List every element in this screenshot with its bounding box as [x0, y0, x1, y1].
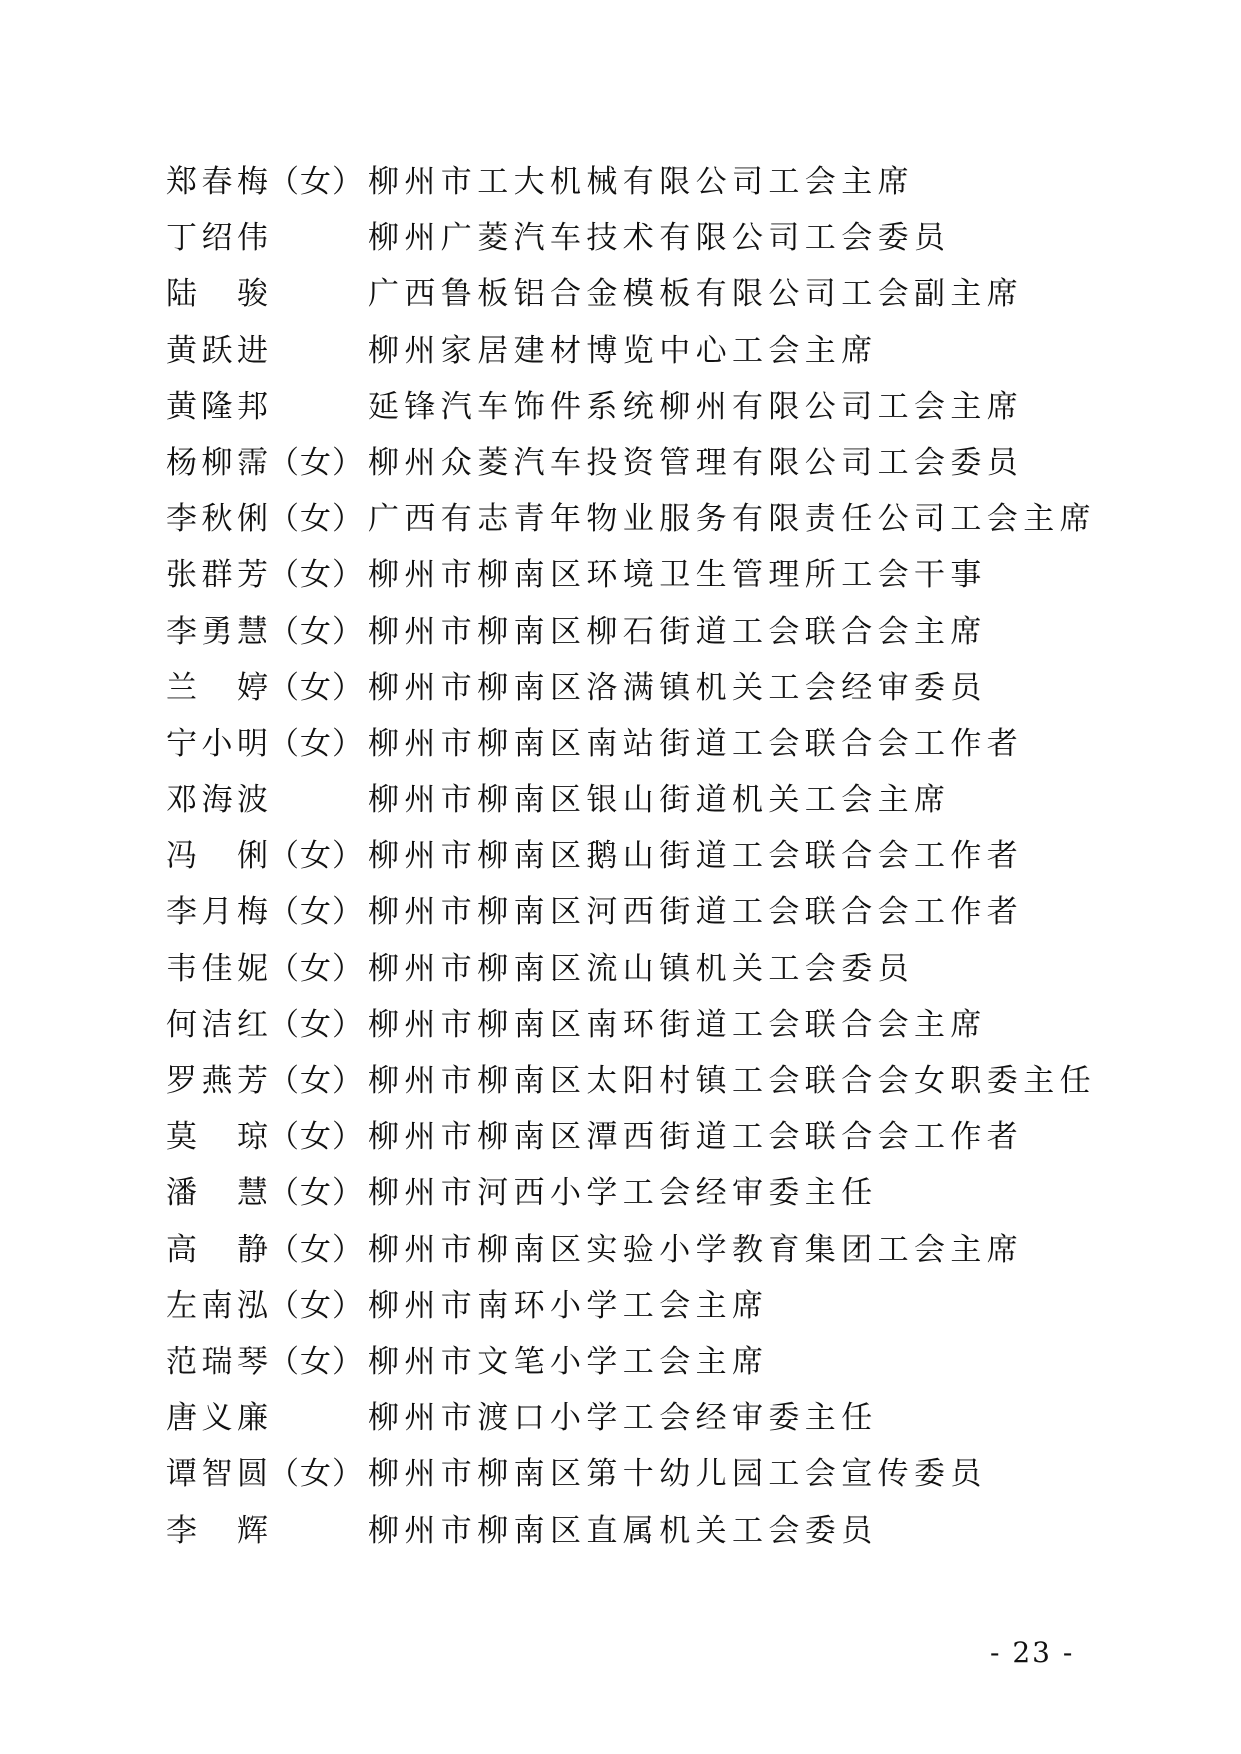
list-item: [166, 774, 1126, 830]
list-item: [166, 606, 1126, 662]
organization-title: 柳州市河西小学工会经审委主任: [368, 1175, 878, 1212]
organization-title: 柳州市工大机械有限公司工会主席: [368, 164, 914, 200]
list-item: [166, 1280, 1126, 1336]
page-number: - 23 -: [990, 1636, 1075, 1669]
person-name: 邓海波: [166, 782, 268, 819]
organization-title: 柳州众菱汽车投资管理有限公司工会委员: [368, 444, 1024, 481]
list-item: [166, 1336, 1126, 1392]
organization-title: 广西有志青年物业服务有限责任公司工会主席: [368, 501, 1096, 538]
person-name: 范瑞琴: [166, 1343, 268, 1380]
organization-title: 柳州家居建材博览中心工会主席: [368, 332, 878, 369]
name-list: [166, 156, 1126, 1561]
person-name: 黄跃进: [166, 332, 268, 369]
gender-note: （女）: [268, 501, 364, 538]
gender-note: （女）: [268, 894, 364, 931]
gender-note: （女）: [268, 1287, 364, 1324]
person-name: 谭智圆: [166, 1456, 268, 1493]
gender-note: （女）: [268, 557, 364, 594]
person-name: 何洁红: [166, 1006, 268, 1043]
gender-note: （女）: [268, 725, 364, 762]
person-name: 陆骏: [166, 276, 268, 313]
list-item: [166, 999, 1126, 1055]
list-item: [166, 156, 1126, 212]
list-item: [166, 662, 1126, 718]
organization-title: 柳州市柳南区潭西街道工会联合会工作者: [368, 1119, 1024, 1156]
person-name: 宁小明: [166, 725, 268, 762]
list-item: [166, 718, 1126, 774]
gender-note: （女）: [268, 669, 364, 706]
gender-note: （女）: [268, 838, 364, 875]
list-item: [166, 830, 1126, 886]
person-name: 高静: [166, 1231, 268, 1268]
organization-title: 柳州市柳南区南环街道工会联合会主席: [368, 1006, 987, 1043]
gender-note: （女）: [268, 1231, 364, 1268]
organization-title: 柳州市柳南区环境卫生管理所工会干事: [368, 557, 987, 594]
person-name: 李辉: [166, 1512, 268, 1549]
gender-note: （女）: [268, 1175, 364, 1212]
gender-note: （女）: [268, 1006, 364, 1043]
list-item: [166, 1111, 1126, 1167]
gender-note: （女）: [268, 164, 364, 200]
gender-note: （女）: [268, 1456, 364, 1493]
person-name: 李秋俐: [166, 501, 268, 538]
organization-title: 柳州市柳南区第十幼儿园工会宣传委员: [368, 1456, 987, 1493]
organization-title: 柳州市柳南区银山街道机关工会主席: [368, 782, 951, 819]
gender-note: （女）: [268, 950, 364, 987]
list-item: [166, 1392, 1126, 1448]
person-name: 李勇慧: [166, 613, 268, 650]
list-item: [166, 886, 1126, 942]
organization-title: 柳州市柳南区流山镇机关工会委员: [368, 950, 914, 987]
list-item: [166, 493, 1126, 549]
gender-note: （女）: [268, 1063, 364, 1099]
list-item: [166, 437, 1126, 493]
person-name: 张群芳: [166, 557, 268, 594]
person-name: 左南泓: [166, 1287, 268, 1324]
list-item: [166, 1055, 1126, 1111]
list-item: [166, 549, 1126, 605]
person-name: 冯俐: [166, 838, 268, 875]
gender-note: （女）: [268, 1343, 364, 1380]
list-item: [166, 381, 1126, 437]
gender-note: （女）: [268, 444, 364, 481]
organization-title: 柳州市柳南区柳石街道工会联合会主席: [368, 613, 987, 650]
organization-title: 延锋汽车饰件系统柳州有限公司工会主席: [368, 388, 1024, 425]
person-name: 郑春梅: [166, 164, 268, 200]
gender-note: （女）: [268, 613, 364, 650]
organization-title: 柳州市柳南区南站街道工会联合会工作者: [368, 725, 1024, 762]
gender-note: （女）: [268, 1119, 364, 1156]
list-item: [166, 1167, 1126, 1223]
list-item: [166, 943, 1126, 999]
list-item: [166, 212, 1126, 268]
person-name: 兰婷: [166, 669, 268, 706]
list-item: [166, 1224, 1126, 1280]
person-name: 黄隆邦: [166, 388, 268, 425]
list-item: [166, 325, 1126, 381]
person-name: 唐义廉: [166, 1400, 268, 1437]
organization-title: 柳州市柳南区直属机关工会委员: [368, 1512, 878, 1549]
organization-title: 广西鲁板铝合金模板有限公司工会副主席: [368, 276, 1024, 313]
organization-title: 柳州市渡口小学工会经审委主任: [368, 1400, 878, 1437]
list-item: [166, 268, 1126, 324]
list-item: [166, 1448, 1126, 1504]
person-name: 韦佳妮: [166, 950, 268, 987]
organization-title: 柳州市柳南区洛满镇机关工会经审委员: [368, 669, 987, 706]
organization-title: 柳州市柳南区太阳村镇工会联合会女职委主任: [368, 1063, 1096, 1099]
person-name: 罗燕芳: [166, 1063, 268, 1099]
organization-title: 柳州市文笔小学工会主席: [368, 1343, 769, 1380]
organization-title: 柳州市柳南区鹅山街道工会联合会工作者: [368, 838, 1024, 875]
organization-title: 柳州广菱汽车技术有限公司工会委员: [368, 220, 951, 257]
person-name: 丁绍伟: [166, 220, 268, 257]
organization-title: 柳州市柳南区实验小学教育集团工会主席: [368, 1231, 1024, 1268]
organization-title: 柳州市南环小学工会主席: [368, 1287, 769, 1324]
person-name: 莫琼: [166, 1119, 268, 1156]
organization-title: 柳州市柳南区河西街道工会联合会工作者: [368, 894, 1024, 931]
person-name: 杨柳霈: [166, 444, 268, 481]
person-name: 李月梅: [166, 894, 268, 931]
list-item: [166, 1505, 1126, 1561]
person-name: 潘慧: [166, 1175, 268, 1212]
